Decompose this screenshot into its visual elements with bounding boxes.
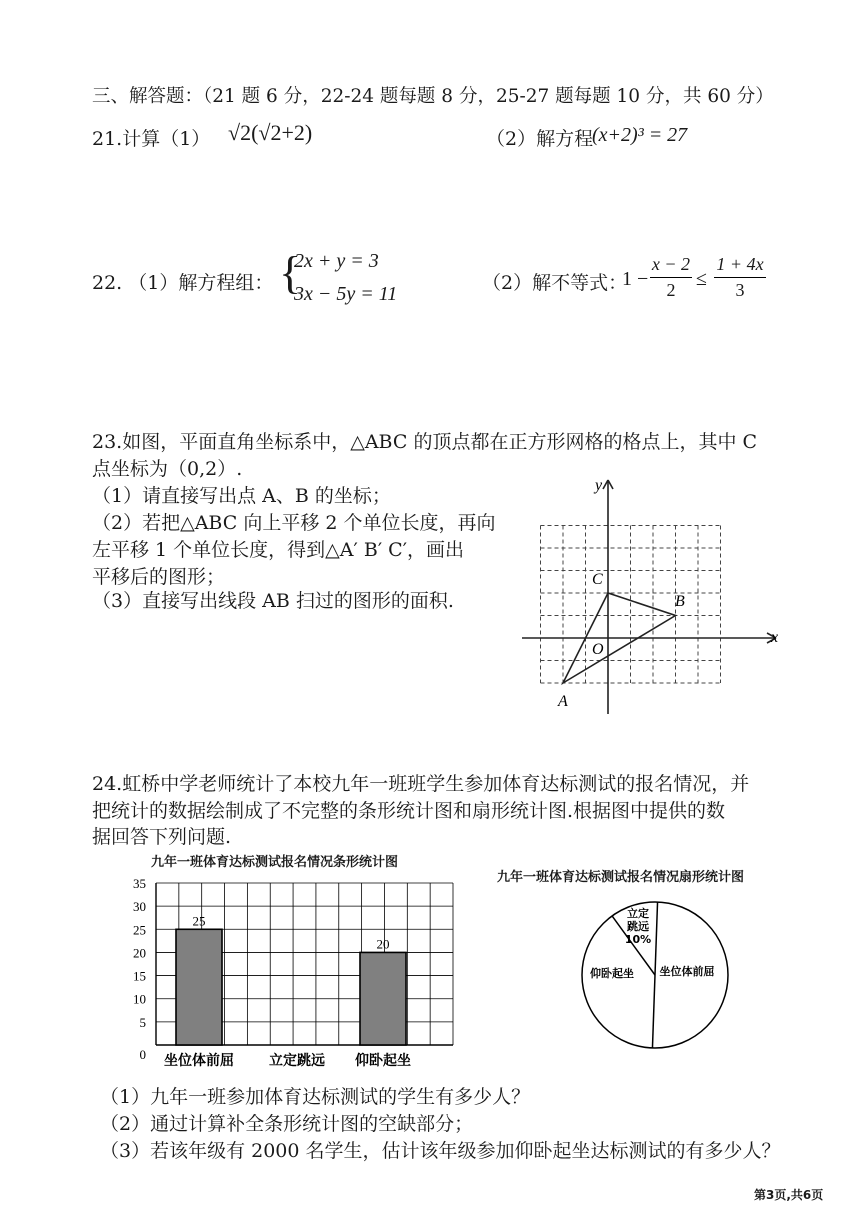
q24-line2: 把统计的数据绘制成了不完整的条形统计图和扇形统计图.根据图中提供的数 — [92, 800, 726, 822]
y-axis-label: y — [595, 477, 603, 494]
q22-frac1-den: 2 — [666, 280, 676, 300]
y-tick-label: 25 — [133, 922, 146, 938]
coordinate-grid — [541, 526, 721, 684]
q23-p2b: 左平移 1 个单位长度，得到△A′ B′ C′，画出 — [92, 539, 465, 561]
bar-2 — [360, 952, 406, 1045]
point-b-label: B — [675, 593, 685, 610]
q21-expr2: (x+2)³ = 27 — [592, 124, 688, 146]
q22-frac2 — [714, 254, 766, 301]
q23-coordinate-figure — [518, 470, 788, 720]
category-label: 坐位体前屈 — [164, 1053, 234, 1069]
pie-chart-title: 九年一班体育达标测试报名情况扇形统计图 — [497, 870, 745, 885]
pie-label-seat-reach: 坐位体前屈 — [659, 965, 715, 978]
category-label: 立定跳远 — [269, 1053, 325, 1069]
q22-eq2: 3x − 5y = 11 — [294, 283, 398, 305]
pie-label-standing-jump-pct: 10% — [624, 933, 652, 946]
q23-p3: （3）直接写出线段 AB 扫过的图形的面积. — [92, 590, 454, 612]
q22-ineq-left: 1 − — [622, 268, 649, 290]
q23-line1: 23.如图，平面直角坐标系中，△ABC 的顶点都在正方形网格的格点上，其中 C — [92, 431, 758, 453]
q22-frac2-num: 1 + 4x — [716, 254, 764, 274]
y-tick-label: 30 — [133, 899, 146, 915]
q21-expr1: √2(√2+2) — [228, 120, 313, 145]
origin-label: O — [592, 641, 604, 658]
q22-label: 22. （1）解方程组： — [92, 272, 274, 294]
coordinate-axes — [522, 480, 779, 714]
bar-chart — [118, 870, 463, 1075]
y-tick-label: 0 — [139, 1047, 146, 1062]
y-tick-label: 20 — [133, 945, 146, 961]
bar-value-label: 25 — [192, 913, 206, 929]
bar-0 — [176, 929, 222, 1045]
q24-line1: 24.虹桥中学老师统计了本校九年一班班学生参加体育达标测试的报名情况，并 — [92, 773, 750, 795]
y-tick-label: 5 — [139, 1014, 146, 1030]
q22-frac2-bar — [714, 277, 766, 278]
pie-label-standing-jump-2: 跳远 — [627, 920, 649, 933]
q21-label: 21.计算（1） — [92, 128, 211, 150]
q24-question1: （1）九年一班参加体育达标测试的学生有多少人？ — [100, 1086, 531, 1108]
q24-question3: （3）若该年级有 2000 名学生，估计该年级参加仰卧起坐达标测试的有多少人？ — [100, 1140, 781, 1162]
q22-eq1: 2x + y = 3 — [294, 250, 379, 272]
point-a-label: A — [558, 693, 568, 710]
point-c-label: C — [592, 571, 603, 588]
bar-chart-title: 九年一班体育达标测试报名情况条形统计图 — [151, 855, 399, 870]
section-header: 三、解答题：（21 题 6 分，22-24 题每题 8 分，25-27 题每题 10 分，共 60 分） — [92, 86, 774, 107]
q24-question2: （2）通过计算补全条形统计图的空缺部分； — [100, 1113, 474, 1135]
x-axis-label: x — [771, 629, 779, 646]
q22-frac1-num: x − 2 — [651, 254, 691, 274]
q22-part2-label: （2）解不等式： — [482, 272, 628, 294]
q21-part2-label: （2）解方程 — [486, 128, 594, 150]
pie-label-standing-jump: 立定 — [627, 907, 649, 920]
pie-chart — [575, 895, 735, 1055]
y-tick-label: 10 — [133, 991, 146, 1007]
q22-frac2-den: 3 — [735, 280, 745, 300]
q24-line3: 据回答下列问题. — [92, 826, 232, 848]
q23-p1: （1）请直接写出点 A、B 的坐标； — [92, 485, 391, 507]
category-label: 仰卧起坐 — [355, 1053, 411, 1069]
q23-p2c: 平移后的图形； — [92, 566, 226, 588]
q23-p2a: （2）若把△ABC 向上平移 2 个单位长度，再向 — [92, 512, 496, 534]
q22-frac1-bar — [650, 277, 692, 278]
q22-brace: { — [279, 247, 302, 298]
pie-label-situp: 仰卧起坐 — [590, 967, 634, 980]
page-footer: 第3页,共6页 — [754, 1188, 824, 1202]
q23-line2: 点坐标为（0,2）. — [92, 458, 243, 480]
y-tick-label: 15 — [133, 968, 146, 984]
y-tick-label: 35 — [133, 876, 146, 891]
q22-le: ≤ — [696, 268, 707, 290]
bar-value-label: 20 — [376, 936, 390, 952]
q22-frac1 — [650, 254, 692, 301]
